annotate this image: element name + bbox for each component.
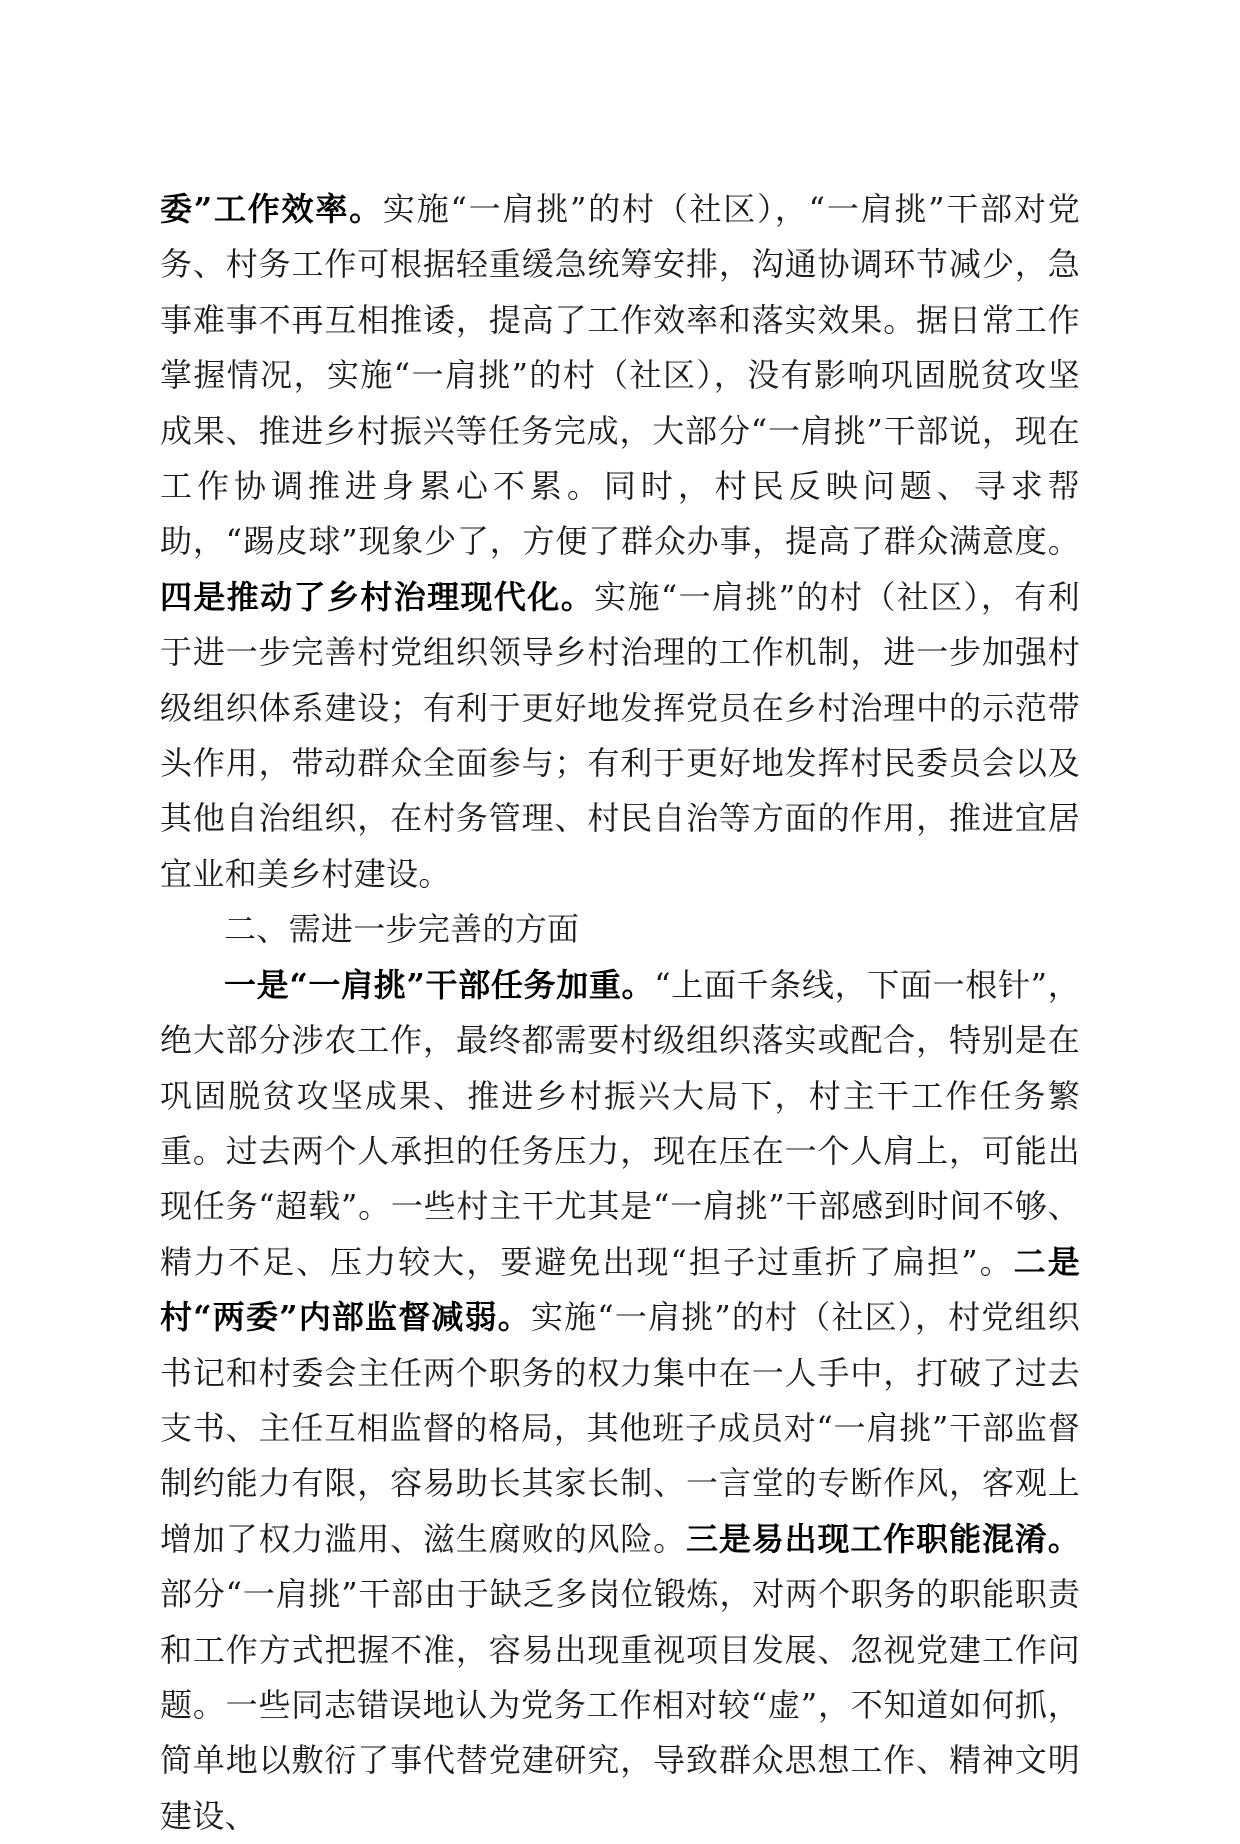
bold-lead: 委”工作效率。 xyxy=(160,190,383,228)
bold-point-three: 三是易出现工作职能混淆。 xyxy=(686,1519,1080,1558)
bold-point-two: 二是村“两委”内部监督减弱。 xyxy=(160,1242,1080,1337)
bold-point-one: 一是“一肩挑”干部任务加重。 xyxy=(224,965,655,1004)
paragraph-text: 部分“一肩挑”干部由于缺乏多岗位锻炼，对两个职务的职能职责和工作方式把握不准，容易出现重视项目发展、忽视党建工作问题。一些同志错误地认为党务工作相对较“虚”，不知道如何抓，简单地以敷衍了事代替党建研究，导致群众思想工作、精神文明建设、 xyxy=(160,1575,1080,1835)
paragraph-improvements xyxy=(160,958,1080,1844)
document-body xyxy=(160,182,1080,1844)
paragraph-text: 实施“一肩挑”的村（社区），村党组织书记和村委会主任两个职务的权力集中在一人手中，打破了过去支书、主任互相监督的格局，其他班子成员对“一肩挑”干部监督制约能力有限，容易助长其家长制、一言堂的专断作风，客观上增加了权力滥用、滋生腐败的风险。 xyxy=(160,1298,1080,1558)
paragraph-text: “上面千条线，下面一根针”，绝大部分涉农工作，最终都需要村级组织落实或配合，特别是在巩固脱贫攻坚成果、推进乡村振兴大局下，村主干工作任务繁重。过去两个人承担的任务压力，现在压在一个人肩上，可能出现任务“超载”。一些村主干尤其是“一肩挑”干部感到时间不够、精力不足、压力较大，要避免出现“担子过重折了扁担”。 xyxy=(160,965,1080,1281)
paragraph-efficiency xyxy=(160,182,1080,902)
paragraph-text: 实施“一肩挑”的村（社区），有利于进一步完善村党组织领导乡村治理的工作机制，进一步加强村级组织体系建设；有利于更好地发挥党员在乡村治理中的示范带头作用，带动群众全面参与；有利于更好地发挥村民委员会以及其他自治组织，在村务管理、村民自治等方面的作用，推进宜居宜业和美乡村建设。 xyxy=(160,577,1080,893)
bold-point-four: 四是推动了乡村治理现代化。 xyxy=(160,577,595,616)
section-heading: 二、需进一步完善的方面 xyxy=(224,910,580,949)
paragraph-text: 实施“一肩挑”的村（社区），“一肩挑”干部对党务、村务工作可根据轻重缓急统筹安排，沟通协调环节减少，急事难事不再互相推诿，提高了工作效率和落实效果。据日常工作掌握情况，实施“一肩挑”的村（社区），没有影响巩固脱贫攻坚成果、推进乡村振兴等任务完成，大部分“一肩挑”干部说，现在工作协调推进身累心不累。同时，村民反映问题、寻求帮助，“踢皮球”现象少了，方便了群众办事，提高了群众满意度。 xyxy=(160,190,1080,561)
